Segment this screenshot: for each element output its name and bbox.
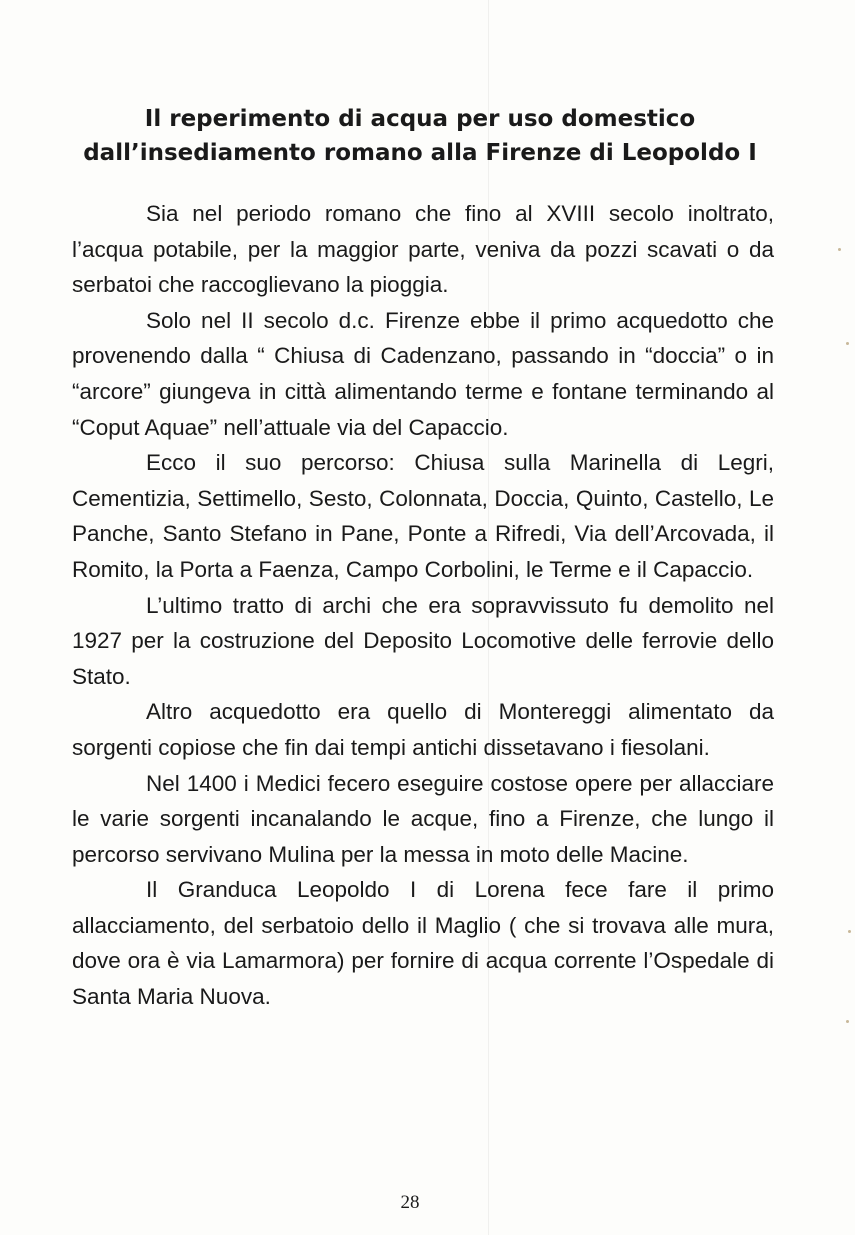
scan-speck	[838, 248, 841, 251]
scan-speck	[846, 342, 849, 345]
title-line-2: dall’insediamento romano alla Firenze di Leopoldo I	[83, 140, 757, 166]
paragraph-7: Il Granduca Leopoldo I di Lorena fece fare il primo allacciamento, del serbatoio dello il Maglio ( che si trovava alle mura, dove ora è via Lamarmora) per fornire di acqua corrente l’Ospedale di Santa Maria Nuova.	[72, 877, 774, 1010]
body-text	[72, 196, 774, 1015]
page-number: 28	[400, 1192, 420, 1213]
scan-speck	[848, 930, 851, 933]
title-line-1: Il reperimento di acqua per uso domestico	[144, 106, 696, 132]
scan-speck	[846, 1020, 849, 1023]
paragraph-3: Ecco il suo percorso: Chiusa sulla Marinella di Legri, Cementizia, Settimello, Sesto, Colonnata, Doccia, Quinto, Castello, Le Panche, Santo Stefano in Pane, Ponte a Rifredi, Via dell’Arcovada, il Romito, la Porta a Faenza, Campo Corbolini, le Terme e il Capaccio.	[72, 450, 774, 582]
page-title	[60, 102, 780, 170]
paragraph-4: L’ultimo tratto di archi che era sopravvissuto fu demolito nel 1927 per la costruzione del Deposito Locomotive delle ferrovie dello Stato.	[72, 592, 774, 689]
paragraph-1: Sia nel periodo romano che fino al XVIII secolo inoltrato, l’acqua potabile, per la maggior parte, veniva da pozzi scavati o da serbatoi che raccoglievano la pioggia.	[72, 201, 774, 298]
paragraph-5: Altro acquedotto era quello di Montereggi alimentato da sorgenti copiose che fin dai tempi antichi dissetavano i fiesolani.	[72, 699, 774, 760]
paragraph-6: Nel 1400 i Medici fecero eseguire costose opere per allacciare le varie sorgenti incanalando le acque, fino a Firenze, che lungo il percorso servivano Mulina per la messa in moto delle Macine.	[72, 770, 774, 867]
paragraph-2: Solo nel II secolo d.c. Firenze ebbe il primo acquedotto che provenendo dalla “ Chiusa di Cadenzano, passando in “doccia” o in “arcore” giungeva in città alimentando terme e fontane terminando al “Coput Aquae” nell’attuale via del Capaccio.	[72, 307, 774, 440]
